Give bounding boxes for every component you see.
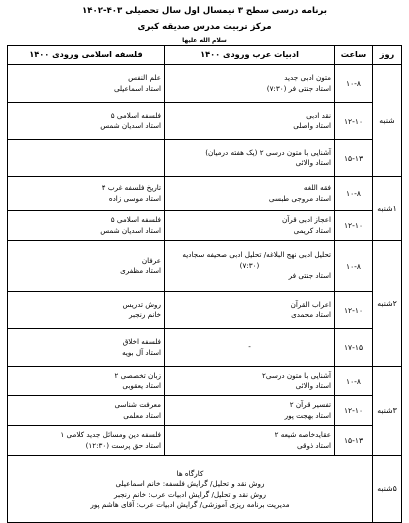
- arab-cell: [165, 396, 335, 426]
- teacher-name: استاد موسی زاده: [108, 193, 161, 203]
- time-cell: ۱۵-۱۳: [335, 426, 373, 456]
- teacher-name: استاد جنتی فر (۷:۳۰): [266, 83, 331, 93]
- table-row: [8, 177, 402, 211]
- teacher-name: خانم رنجبر: [129, 310, 161, 319]
- page-title: برنامه درسی سطح ۳ نیمسال اول سال تحصیلی ۴۰۳-۱۴۰۲: [82, 6, 327, 16]
- phil-cell: [8, 426, 165, 456]
- arab-cell: [165, 177, 335, 211]
- course-name: معرفت شناسی: [114, 400, 161, 410]
- time-cell: ۱۲-۱۰: [335, 292, 373, 329]
- arab-cell: [165, 329, 335, 367]
- workshops-cell: [8, 456, 373, 523]
- header-arab-literature: ادبیات عرب ورودی ۱۴۰۰: [165, 46, 335, 65]
- course-name: عقایدخاصه شیعه ۲: [274, 430, 331, 440]
- teacher-name: استاد مروجی طبسی: [268, 193, 331, 203]
- arab-cell: [165, 292, 335, 329]
- day-monday: ۲شنبه: [373, 241, 402, 367]
- arab-cell: [165, 367, 335, 396]
- time-cell: ۱۵-۱۳: [335, 140, 373, 177]
- course-name: روش تدریس: [122, 299, 161, 309]
- workshop-item: مدیریت برنامه ریزی آموزشی/ گرایش ادبیات عرب: آقای هاشم پور: [90, 499, 290, 509]
- course-name: زبان تخصصی ۲: [114, 370, 161, 380]
- teacher-name: استاد والائی: [295, 158, 331, 167]
- day-wednesday: ۵شنبه: [373, 456, 402, 523]
- arab-cell: [165, 140, 335, 177]
- phil-cell: [8, 292, 165, 329]
- center-name: مرکز تربیت مدرس صدیقه کبری: [137, 22, 272, 32]
- teacher-name: استاد بهجت پور: [284, 410, 331, 420]
- course-name: علم النفس: [128, 73, 161, 83]
- header-islamic-philosophy: فلسفه اسلامی ورودی ۱۴۰۰: [8, 46, 165, 65]
- workshop-item: روش نقد و تحلیل/ گرایش فلسفه: خانم اسماعیلی: [115, 479, 265, 489]
- course-name: فلسفه اسلامی ۵: [110, 110, 161, 120]
- arab-cell: [165, 65, 335, 103]
- course-name: متون ادبی جدید: [284, 73, 331, 83]
- course-name: تفسیر قرآن ۲: [289, 400, 331, 410]
- day-saturday: شنبه: [373, 65, 402, 177]
- time-cell: ۱۰-۸: [335, 65, 373, 103]
- table-row: [8, 292, 402, 329]
- teacher-name: استاد والائی: [295, 381, 331, 390]
- teacher-name: استاد اسدیان شمس: [100, 225, 161, 235]
- header-time: ساعت: [335, 46, 373, 65]
- phil-cell: [8, 103, 165, 140]
- table-row: [8, 241, 402, 292]
- teacher-name: استاد واصلی: [293, 121, 331, 130]
- header-row: [8, 46, 402, 65]
- phil-cell: [8, 396, 165, 426]
- teacher-name: استاد حق پرست (۱۲:۳۰): [85, 440, 161, 450]
- header-day: روز: [373, 46, 402, 65]
- arab-cell: [165, 426, 335, 456]
- time-cell: ۱۰-۸: [335, 177, 373, 211]
- day-sunday: ۱شنبه: [373, 177, 402, 241]
- course-name: تحلیل ادبی نهج البلاغه/ تحلیل ادبی صحیفه سجادیه: [182, 250, 331, 260]
- course-name: آشنایی با متون درسی۲: [262, 370, 331, 380]
- phil-cell: [8, 329, 165, 367]
- teacher-name: استاد یعقوبی: [122, 381, 161, 390]
- course-name: فقه اللغه: [303, 183, 331, 193]
- empty-dash: -: [248, 342, 251, 352]
- table-row: [8, 329, 402, 367]
- phil-cell-empty: [8, 140, 165, 177]
- time-cell: ۱۷-۱۵: [335, 329, 373, 367]
- workshop-item: روش نقد و تحلیل/ گرایش ادبیات عرب: خانم رنجبر: [114, 489, 266, 499]
- course-name: فلسفه اسلامی ۵: [110, 215, 161, 225]
- time-cell: ۱۲-۱۰: [335, 396, 373, 426]
- table-row: [8, 140, 402, 177]
- teacher-name: استاد کریمی: [293, 225, 331, 235]
- phil-cell: [8, 65, 165, 103]
- schedule-table: [7, 45, 402, 523]
- phil-cell: [8, 177, 165, 211]
- teacher-name: استاد مظفری: [120, 266, 161, 275]
- course-name: فلسفه دین ومسائل جدید کلامی ۱: [60, 430, 161, 440]
- phil-cell: [8, 211, 165, 241]
- phil-cell: [8, 241, 165, 292]
- table-row: [8, 396, 402, 426]
- table-row: [8, 456, 402, 523]
- teacher-name: استاد محمدی: [291, 310, 331, 319]
- phil-cell: [8, 367, 165, 396]
- teacher-name: استاد آل بویه: [122, 347, 161, 357]
- arab-cell: [165, 241, 335, 292]
- time-cell: ۱۰-۸: [335, 241, 373, 292]
- teacher-name: استاد معلمی: [123, 410, 161, 420]
- time-cell: ۱۲-۱۰: [335, 103, 373, 140]
- course-name: تاریخ فلسفه غرب ۴: [101, 183, 161, 193]
- table-row: [8, 211, 402, 241]
- workshops-title: کارگاه ها: [176, 468, 204, 478]
- table-row: [8, 65, 402, 103]
- teacher-name: استاد اسماعیلی: [113, 83, 161, 93]
- course-name: فلسفه اخلاق: [122, 337, 161, 347]
- course-name: آشنایی با متون درسی ۲ (یک هفته درمیان): [205, 147, 331, 157]
- teacher-name: استاد اسدیان شمس: [100, 121, 161, 130]
- time-cell: ۱۰-۸: [335, 367, 373, 396]
- time-cell: ۱۲-۱۰: [335, 211, 373, 241]
- teacher-name: استاد جنتی فر: [288, 271, 331, 281]
- course-name: اعجاز ادبی قرآن: [281, 215, 331, 225]
- arab-cell: [165, 103, 335, 140]
- day-tuesday: ۳شنبه: [373, 367, 402, 456]
- table-row: [8, 367, 402, 396]
- class-time-note: (۷:۳۰): [239, 260, 260, 270]
- table-row: [8, 426, 402, 456]
- course-name: نقد ادبی: [306, 110, 331, 120]
- center-subtitle: سلام الله علیها: [182, 37, 227, 44]
- course-name: اعراب القرآن: [290, 299, 331, 309]
- table-row: [8, 103, 402, 140]
- teacher-name: استاد ذوقی: [297, 440, 331, 450]
- arab-cell: [165, 211, 335, 241]
- course-name: عرفان: [141, 255, 161, 265]
